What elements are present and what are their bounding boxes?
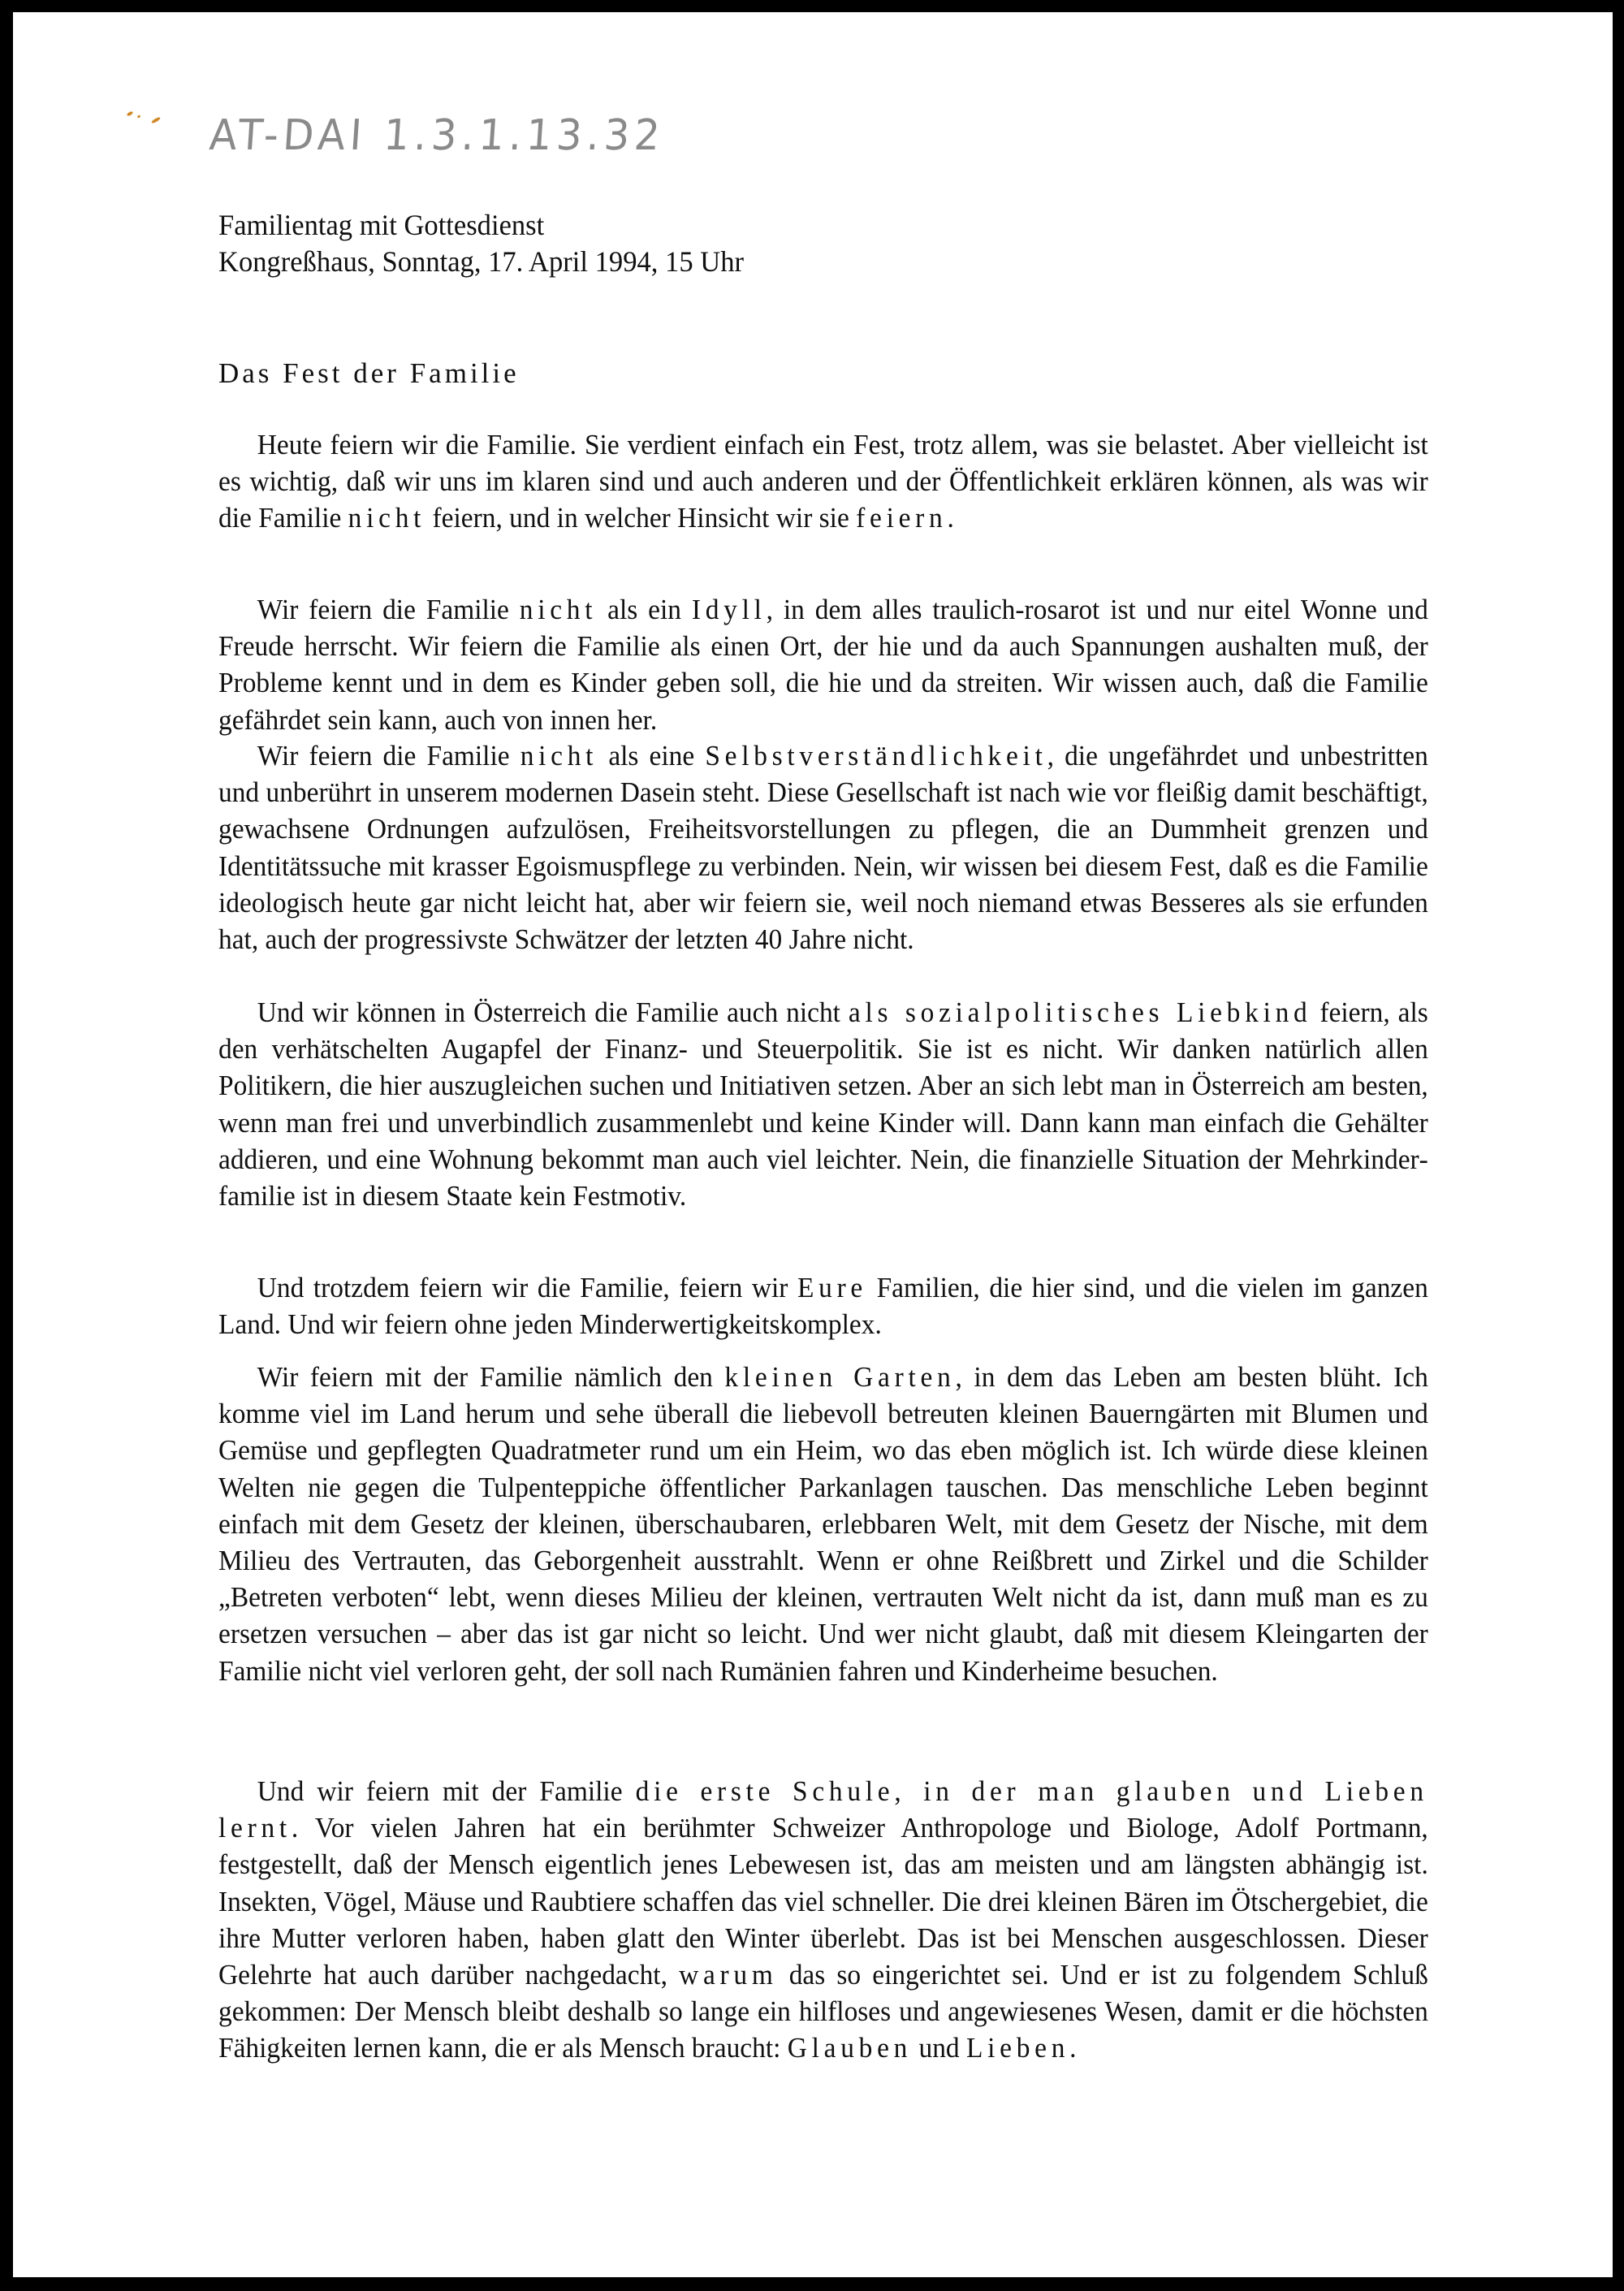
emphasis: Eure <box>797 1272 868 1303</box>
emphasis: Glauben <box>787 2032 913 2064</box>
event-name: Familientag mit Gottesdienst <box>218 209 545 241</box>
paragraph-6: Wir feiern mit der Familie nämlich den kleinen Garten, in dem das Leben am besten blüht. Ich komme viel im Land herum und sehe überall die liebevoll betreuten kleinen Bauerngärten mit Blumen und Gemüse und gepflegten Quadratmeter rund um ein Heim, wo das eben möglich ist. Ich würde diese kleinen Welten nie gegen die Tulpenteppiche öffentlicher Parkanlagen tauschen. Das menschliche Leben beginnt einfach mit dem Gesetz der kleinen, überschaubaren, erlebbaren Welt, mit dem Gesetz der Nische, mit dem Milieu des Vertrauten, das Geborgenheit ausstrahlt. Wenn er ohne Reißbrett und Zirkel und die Schilder „Betreten verboten“ lebt, wenn dieses Milieu der kleinen, vertrauten Welt nicht da ist, dann muß man es zu ersetzen versuchen – aber das ist gar nicht so leicht. Und wer nicht glaubt, daß mit diesem Kleingarten der Familie nicht viel verloren geht, der soll nach Rumänien fahren und Kinderheime besuchen. <box>218 1361 1428 1687</box>
emphasis: als sozialpolitisches Liebkind <box>848 996 1312 1028</box>
emphasis: nicht <box>520 740 598 772</box>
emphasis: nicht <box>348 502 426 534</box>
emphasis: nicht <box>519 594 598 625</box>
paragraph-5: Und trotzdem feiern wir die Familie, feiern wir Eure Familien, die hier sind, und die vielen im ganzen Land. Und wir feiern ohne jeden Minderwertigkeitskomplex. <box>218 1272 1428 1341</box>
emphasis: die erste Schule, in der man glauben und Lieben lernt <box>218 1775 1428 1844</box>
emphasis: Lieben <box>965 2032 1070 2064</box>
emphasis: Idyll <box>691 594 767 625</box>
emphasis: kleinen Garten <box>724 1361 956 1393</box>
handwritten-archive-note: AT-DAI 1.3.1.13.32 <box>208 111 667 160</box>
speech-title: Das Fest der Familie <box>218 357 520 389</box>
paragraph-7: Und wir feiern mit der Familie die erste Schule, in der man glauben und Lieben lernt. Vor vielen Jahren hat ein berühmter Schweizer Anthropologe und Biologe, Adolf Portmann, festgestellt, daß der Mensch eigentlich jenes Lebewesen ist, das am meisten und am längsten abhängig ist. Insekten, Vögel, Mäuse und Raubtiere schaffen das viel schneller. Die drei kleinen Bären im Ötschergebiet, die ihre Mutter verloren haben, haben glatt den Winter überlebt. Das ist bei Menschen ausgeschlossen. Dieser Gelehrte hat auch darüber nachgedacht, warum das so eingerichtet sei. Und er ist zu folgendem Schluß gekommen: Der Mensch bleibt deshalb so lange ein hilfloses und angewiesenes Wesen, damit er die höchsten Fähigkeiten lernen kann, die er als Mensch braucht: Glauben und Lieben. <box>218 1775 1428 2064</box>
event-venue-date: Kongreßhaus, Sonntag, 17. April 1994, 15 Uhr <box>218 245 744 278</box>
event-header <box>218 207 766 280</box>
paragraph-1: Heute feiern wir die Familie. Sie verdient einfach ein Fest, trotz allem, was sie belastet. Aber vielleicht ist es wichtig, daß wir uns im klaren sind und auch anderen und der Öffentlichkeit erklären können, als was wir die Familie nicht feiern, und in welcher Hinsicht wir sie feiern. <box>218 429 1428 534</box>
emphasis: feiern <box>856 502 948 534</box>
paragraph-2: Wir feiern die Familie nicht als ein Idyll, in dem alles traulich-rosarot ist und nur eitel Wonne und Freude herrscht. Wir feiern die Familie als einen Ort, der hie und da auch Spannungen aushalten muß, der Probleme kennt und in dem es Kinder geben soll, die hie und da streiten. Wir wissen auch, daß die Familie gefährdet sein kann, auch von innen her. <box>218 594 1428 736</box>
paragraph-4: Und wir können in Österreich die Familie auch nicht als sozialpolitisches Liebkind feiern, als den verhätschelten Augapfel der Finanz- und Steuerpolitik. Sie ist es nicht. Wir danken natürlich allen Politikern, die hier auszugleichen suchen und Initiativen setzen. Aber an sich lebt man in Österreich am besten, wenn man frei und unverbindlich zusammenlebt und keine Kinder will. Dann kann man einfach die Gehälter addieren, und eine Wohnung bekommt man auch viel leichter. Nein, die finanzielle Situation der Mehrkinderfamilie ist in diesem Staate kein Festmotiv. <box>218 996 1428 1213</box>
paper-stain <box>110 106 175 138</box>
emphasis: Selbstverständlichkeit <box>705 740 1047 772</box>
document-page <box>13 12 1613 2277</box>
emphasis: warum <box>679 1959 778 1991</box>
paragraph-3: Wir feiern die Familie nicht als eine Selbstverständlichkeit, die ungefährdet und unbestritten und unberührt in unserem modernen Dasein steht. Diese Gesellschaft ist nach wie vor fleißig damit beschäftigt, gewachsene Ordnungen aufzulösen, Freiheitsvorstellungen zu pflegen, die an Dummheit grenzen und Identitätssuche mit krasser Egoismuspflege zu verbinden. Nein, wir wissen bei diesem Fest, daß es die Familie ideologisch heute gar nicht leicht hat, aber wir feiern sie, weil noch niemand etwas Besseres als sie erfunden hat, auch der progressivste Schwätzer der letzten 40 Jahre nicht. <box>218 740 1428 956</box>
